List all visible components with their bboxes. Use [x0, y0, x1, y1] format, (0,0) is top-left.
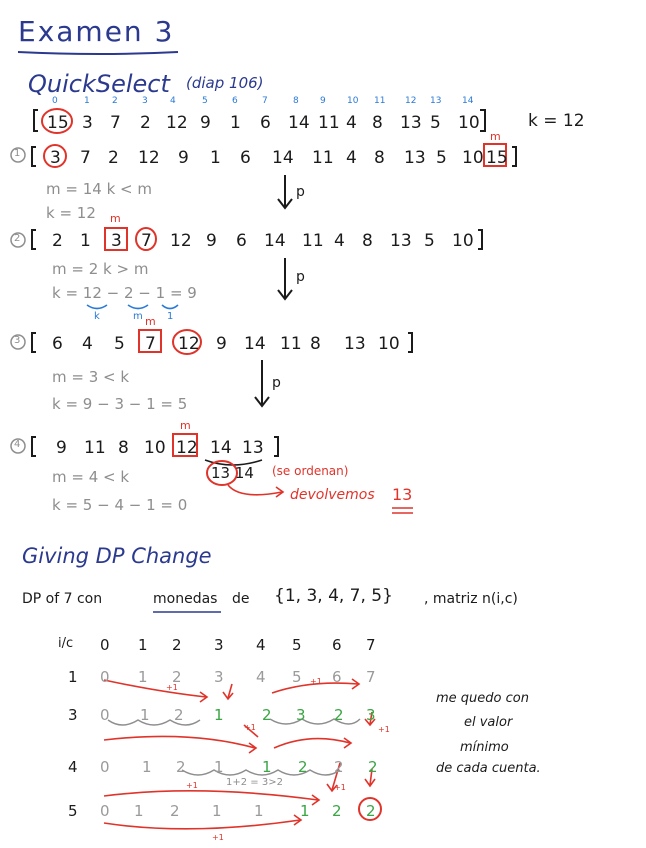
col-header: 4 — [256, 636, 266, 654]
array-value: 1 — [210, 148, 221, 168]
dp-cell: 2 — [366, 802, 376, 820]
array-value: 1 — [230, 113, 241, 133]
array-value: 11 — [84, 438, 106, 458]
dp-cell: 2 — [298, 758, 308, 776]
array-value: 7 — [141, 231, 152, 251]
dp-cell: 3 — [366, 706, 376, 724]
brace-label-one: 1 — [167, 311, 174, 322]
dp-cell: 2 — [176, 758, 186, 776]
array-value: 15 — [47, 113, 69, 133]
sum-note: 1+2 = 3>2 — [226, 777, 283, 788]
array-value: 14 — [244, 334, 266, 354]
dp-cell: 1 — [142, 758, 152, 776]
index-label: 13 — [430, 96, 442, 106]
dp-cell: 2 — [368, 758, 378, 776]
array-value: 9 — [178, 148, 189, 168]
array-value: 13 — [242, 438, 264, 458]
step3-note-m: m = 3 < k — [52, 368, 130, 386]
col-header: 3 — [214, 636, 224, 654]
side-note-line: mínimo — [460, 740, 509, 755]
plus-one-label: +1 — [310, 677, 322, 686]
step-number: 1 — [14, 148, 21, 159]
array-value: 12 — [176, 438, 198, 458]
array-value: 13 — [344, 334, 366, 354]
return-text: devolvemos — [290, 487, 375, 503]
step4-note-m: m = 4 < k — [52, 468, 130, 486]
partition-label: p — [296, 269, 305, 285]
dp-cell: 1 — [140, 706, 150, 724]
dp-cell: 2 — [334, 706, 344, 724]
array-value: 3 — [82, 113, 93, 133]
dp-cell: 3 — [296, 706, 306, 724]
index-label: 2 — [112, 96, 118, 106]
array-value: 14 — [272, 148, 294, 168]
dp-cell: 2 — [172, 668, 182, 686]
array-value: 2 — [140, 113, 151, 133]
index-label: 5 — [202, 96, 208, 106]
plus-one-label: +1 — [378, 725, 390, 734]
dp-cell: 2 — [334, 758, 344, 776]
side-note-line: me quedo con — [436, 691, 529, 706]
row-coin: 1 — [68, 668, 78, 686]
array-value: 14 — [264, 231, 286, 251]
dp-cell: 1 — [134, 802, 144, 820]
array-value: 9 — [216, 334, 227, 354]
array-value: 6 — [240, 148, 251, 168]
step1-note-k: k = 12 — [46, 204, 96, 222]
dp-cell: 4 — [256, 668, 266, 686]
array-value: 5 — [114, 334, 125, 354]
section-title-dp: Giving DP Change — [22, 544, 212, 568]
array-value: 5 — [424, 231, 435, 251]
col-header: 0 — [100, 636, 110, 654]
row-coin: 3 — [68, 706, 78, 724]
array-value: 8 — [118, 438, 129, 458]
array-value: 15 — [486, 148, 508, 168]
array-value: 11 — [280, 334, 302, 354]
pivot-m-label: m — [110, 212, 121, 225]
col-header: 1 — [138, 636, 148, 654]
array-value: 2 — [108, 148, 119, 168]
plus-one-label: +1 — [244, 723, 256, 732]
array-value: 12 — [170, 231, 192, 251]
corner-label: i/c — [58, 636, 74, 651]
array-value: 9 — [200, 113, 211, 133]
index-label: 6 — [232, 96, 238, 106]
dp-cell: 1 — [214, 758, 224, 776]
dp-cell: 0 — [100, 802, 110, 820]
array-value: 11 — [318, 113, 340, 133]
dp-cell: 0 — [100, 706, 110, 724]
dp-cell: 7 — [366, 668, 376, 686]
step1-note-m: m = 14 k < m — [46, 180, 152, 198]
row-coin: 5 — [68, 802, 78, 820]
partition-label: p — [272, 375, 281, 391]
array-value: 11 — [312, 148, 334, 168]
array-value: 2 — [52, 231, 63, 251]
page-title: Examen 3 — [18, 15, 175, 48]
array-value: 6 — [52, 334, 63, 354]
array-value: 6 — [260, 113, 271, 133]
array-value: 4 — [346, 113, 357, 133]
col-header: 6 — [332, 636, 342, 654]
k-label: k = 12 — [528, 111, 585, 131]
array-value: 14 — [210, 438, 232, 458]
pivot-m-label: m — [490, 130, 501, 143]
index-label: 4 — [170, 96, 176, 106]
section-ref: (diap 106) — [186, 74, 264, 92]
dp-cell: 5 — [292, 668, 302, 686]
dp-cell: 1 — [214, 706, 224, 724]
array-value: 10 — [378, 334, 400, 354]
dp-cell: 2 — [170, 802, 180, 820]
array-value: 9 — [56, 438, 67, 458]
array-value: 9 — [206, 231, 217, 251]
array-value: 7 — [110, 113, 121, 133]
brace-label-k: k — [94, 311, 100, 322]
index-label: 14 — [462, 96, 474, 106]
array-value: 10 — [462, 148, 484, 168]
array-value: 5 — [436, 148, 447, 168]
dp-cell: 3 — [214, 668, 224, 686]
array-value: 8 — [362, 231, 373, 251]
dp-cell: 2 — [262, 706, 272, 724]
dp-statement-matrix: , matriz n(i,c) — [424, 591, 518, 607]
array-value: 3 — [111, 231, 122, 251]
dp-cell: 1 — [138, 668, 148, 686]
side-note-line: el valor — [464, 715, 513, 730]
array-value: 11 — [302, 231, 324, 251]
plus-one-label: +1 — [166, 683, 178, 692]
dp-cell: 0 — [100, 668, 110, 686]
col-header: 7 — [366, 636, 376, 654]
step3-note-k: k = 9 − 3 − 1 = 5 — [52, 395, 188, 413]
step2-note-m: m = 2 k > m — [52, 260, 149, 278]
partition-label: p — [296, 184, 305, 200]
plus-one-label: +1 — [334, 783, 346, 792]
side-note-line: de cada cuenta. — [436, 761, 541, 776]
dp-cell: 1 — [262, 758, 272, 776]
array-value: 10 — [452, 231, 474, 251]
array-value: 7 — [145, 334, 156, 354]
index-label: 12 — [405, 96, 417, 106]
array-value: 3 — [50, 148, 61, 168]
col-header: 5 — [292, 636, 302, 654]
dp-cell: 2 — [174, 706, 184, 724]
array-value: 10 — [144, 438, 166, 458]
row-coin: 4 — [68, 758, 78, 776]
step-number: 3 — [14, 335, 21, 346]
coin-set: {1, 3, 4, 7, 5} — [274, 586, 393, 606]
brace-label-m: m — [133, 311, 143, 322]
array-value: 12 — [178, 334, 200, 354]
step-number: 2 — [14, 233, 21, 244]
sorted-note: (se ordenan) — [272, 464, 349, 478]
pivot-m-label: m — [145, 315, 156, 328]
array-value: 14 — [288, 113, 310, 133]
dp-statement-c: de — [232, 591, 250, 607]
dp-cell: 0 — [100, 758, 110, 776]
section-title-quickselect: QuickSelect — [28, 70, 170, 98]
array-value: 13 — [404, 148, 426, 168]
col-header: 2 — [172, 636, 182, 654]
index-label: 1 — [84, 96, 90, 106]
array-value: 7 — [80, 148, 91, 168]
dp-statement-a: DP of 7 con — [22, 591, 103, 607]
plus-one-label: +1 — [212, 833, 224, 842]
array-value: 10 — [458, 113, 480, 133]
index-label: 8 — [293, 96, 299, 106]
dp-cell: 2 — [332, 802, 342, 820]
array-value: 6 — [236, 231, 247, 251]
array-value: 5 — [430, 113, 441, 133]
array-value: 4 — [334, 231, 345, 251]
array-value: 13 — [390, 231, 412, 251]
array-value: 8 — [374, 148, 385, 168]
pivot-m-label: m — [180, 419, 191, 432]
dp-cell: 1 — [254, 802, 264, 820]
array-value: 12 — [166, 113, 188, 133]
index-label: 7 — [262, 96, 268, 106]
index-label: 9 — [320, 96, 326, 106]
index-label: 10 — [347, 96, 359, 106]
dp-cell: 1 — [212, 802, 222, 820]
step4-note-k: k = 5 − 4 − 1 = 0 — [52, 496, 188, 514]
plus-one-label: +1 — [186, 781, 198, 790]
sorted-values: 13 14 — [211, 464, 254, 482]
step2-note-k: k = 12 − 2 − 1 = 9 — [52, 284, 197, 302]
array-value: 8 — [310, 334, 321, 354]
array-value: 13 — [400, 113, 422, 133]
dp-statement-coins-word: monedas — [153, 591, 218, 607]
index-label: 0 — [52, 96, 58, 106]
array-value: 12 — [138, 148, 160, 168]
array-value: 4 — [346, 148, 357, 168]
index-label: 3 — [142, 96, 148, 106]
dp-cell: 1 — [300, 802, 310, 820]
array-value: 1 — [80, 231, 91, 251]
return-value: 13 — [392, 485, 413, 504]
array-value: 8 — [372, 113, 383, 133]
dp-cell: 6 — [332, 668, 342, 686]
index-label: 11 — [374, 96, 386, 106]
array-value: 4 — [82, 334, 93, 354]
step-number: 4 — [14, 439, 21, 450]
